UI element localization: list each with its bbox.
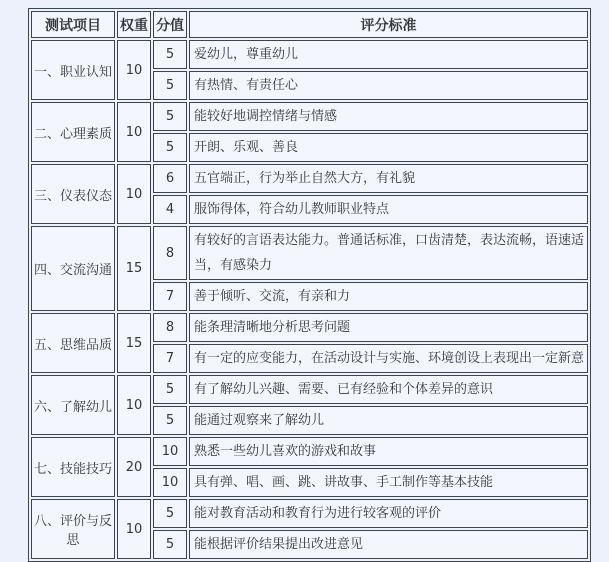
- score-cell: 10: [153, 437, 187, 466]
- score-cell: 5: [153, 133, 187, 162]
- score-cell: 5: [153, 499, 187, 528]
- criteria-cell: 能对教育活动和教育行为进行较客观的评价: [189, 499, 588, 528]
- category-cell: 四、交流沟通: [31, 226, 115, 311]
- col-header-criteria: 评分标准: [189, 11, 588, 38]
- score-cell: 5: [153, 102, 187, 131]
- weight-cell: 10: [117, 164, 151, 224]
- col-header-item: 测试项目: [31, 11, 115, 38]
- score-cell: 6: [153, 164, 187, 193]
- category-cell: 三、仪表仪态: [31, 164, 115, 224]
- criteria-cell: 有一定的应变能力，在活动设计与实施、环境创设上表现出一定新意: [189, 344, 588, 373]
- weight-cell: 10: [117, 40, 151, 100]
- weight-cell: 15: [117, 313, 151, 373]
- score-cell: 8: [153, 226, 187, 280]
- header-row: [31, 11, 588, 38]
- score-cell: 5: [153, 375, 187, 404]
- weight-cell: 15: [117, 226, 151, 311]
- criteria-cell: 能较好地调控情绪与情感: [189, 102, 588, 131]
- category-cell: 五、思维品质: [31, 313, 115, 373]
- criteria-cell: 能通过观察来了解幼儿: [189, 406, 588, 435]
- criteria-cell: 爱幼儿，尊重幼儿: [189, 40, 588, 69]
- score-cell: 5: [153, 71, 187, 100]
- weight-cell: 20: [117, 437, 151, 497]
- criteria-cell: 能根据评价结果提出改进意见: [189, 530, 588, 559]
- table-row: [31, 499, 588, 528]
- score-cell: 5: [153, 530, 187, 559]
- table-row: [31, 40, 588, 69]
- col-header-score: 分值: [153, 11, 187, 38]
- score-cell: 10: [153, 468, 187, 497]
- table-row: [31, 226, 588, 280]
- weight-cell: 10: [117, 102, 151, 162]
- score-cell: 7: [153, 344, 187, 373]
- table-row: [31, 437, 588, 466]
- criteria-cell: 服饰得体，符合幼儿教师职业特点: [189, 195, 588, 224]
- criteria-cell: 有较好的言语表达能力。普通话标准，口齿清楚，表达流畅，语速适当，有感染力: [189, 226, 588, 280]
- criteria-cell: 善于倾听、交流，有亲和力: [189, 282, 588, 311]
- score-cell: 5: [153, 406, 187, 435]
- score-cell: 8: [153, 313, 187, 342]
- scoring-table: [28, 8, 591, 562]
- criteria-cell: 有了解幼儿兴趣、需要、已有经验和个体差异的意识: [189, 375, 588, 404]
- weight-cell: 10: [117, 375, 151, 435]
- table-row: [31, 313, 588, 342]
- criteria-cell: 开朗、乐观、善良: [189, 133, 588, 162]
- category-cell: 二、心理素质: [31, 102, 115, 162]
- weight-cell: 10: [117, 499, 151, 559]
- criteria-cell: 具有弹、唱、画、跳、讲故事、手工制作等基本技能: [189, 468, 588, 497]
- category-cell: 七、技能技巧: [31, 437, 115, 497]
- category-cell: 六、了解幼儿: [31, 375, 115, 435]
- category-cell: 一、职业认知: [31, 40, 115, 100]
- table-row: [31, 375, 588, 404]
- criteria-cell: 能条理清晰地分析思考问题: [189, 313, 588, 342]
- criteria-cell: 有热情、有责任心: [189, 71, 588, 100]
- score-cell: 4: [153, 195, 187, 224]
- criteria-cell: 熟悉一些幼儿喜欢的游戏和故事: [189, 437, 588, 466]
- category-cell: 八、评价与反思: [31, 499, 115, 559]
- col-header-weight: 权重: [117, 11, 151, 38]
- score-cell: 5: [153, 40, 187, 69]
- criteria-cell: 五官端正，行为举止自然大方，有礼貌: [189, 164, 588, 193]
- score-cell: 7: [153, 282, 187, 311]
- table-row: [31, 102, 588, 131]
- table-row: [31, 164, 588, 193]
